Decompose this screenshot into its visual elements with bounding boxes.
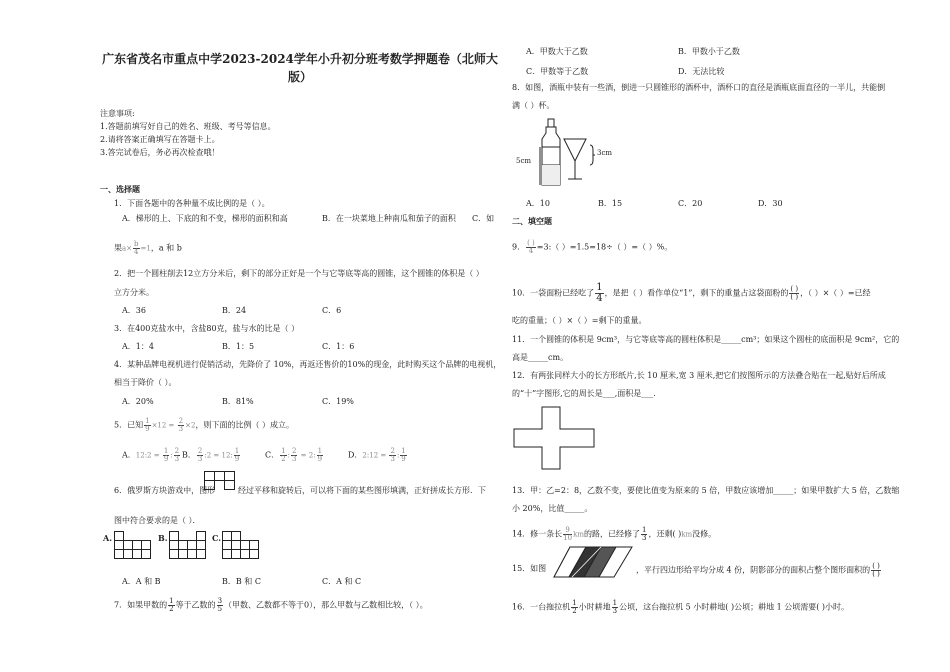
q14-stem-mid2: ，还剩( ) [648, 529, 682, 539]
bottle-height-label: 5cm [516, 157, 532, 165]
q5-fraction: $\frac{1}{9}$ [163, 447, 169, 463]
q2-option-c[interactable]: C．6 [322, 306, 342, 315]
q5-fraction: $\frac{1}{9}$ [145, 417, 150, 433]
q6-figure-c [222, 531, 264, 561]
page-title: 广东省茂名市重点中学2023-2024学年小升初分班考数学押题卷（北师大版） [102, 52, 498, 84]
notes-heading: 注意事项: [100, 109, 135, 118]
q9-prefix: 9． [512, 242, 526, 252]
q6-option-b[interactable]: B．B 和 C [222, 577, 261, 586]
q12-stem-cont: 的“十”字图形,它的周长是___,面积是___. [512, 389, 656, 398]
q15-stem-text: ，平行四边形给平均分成 4 份，阴影部分的面积占整个图形面积的 [636, 565, 871, 575]
q10-fraction: $\frac{1}{4}$ [596, 282, 603, 304]
q14-stem-post: 没修。 [692, 529, 717, 539]
q5-option-b-label: B． [182, 450, 196, 460]
tetris-piece-figure [204, 471, 236, 491]
q4-stem-cont: 相当于降价（ ）。 [114, 378, 177, 387]
q14-unit: km [681, 530, 693, 539]
q4-option-c[interactable]: C．19% [322, 397, 354, 406]
q14-stem [512, 527, 716, 542]
q5-fraction: $\frac{2}{3}$ [178, 417, 184, 433]
q16-fraction: $\frac{1}{3}$ [612, 599, 618, 615]
q14-stem-pre: 14．修一条长 [512, 529, 563, 539]
q12-stem: 12．有两张同样大小的长方形纸片,长 10 厘米,宽 3 厘米,把它们按图所示的方法叠合贴在一起,贴好后所成 [512, 371, 886, 380]
q4-option-a[interactable]: A．20% [122, 397, 154, 406]
q1-option-c[interactable]: C．如 [472, 214, 495, 223]
cross-shape-figure [512, 405, 602, 473]
q7-option-c[interactable]: C．甲数等于乙数 [526, 67, 589, 76]
q5-option-a-label: A． [122, 450, 136, 460]
q1-stem: 1．下面各题中的各种量不成比例的是（ ）。 [114, 199, 270, 208]
q8-option-b[interactable]: B．15 [598, 199, 623, 208]
q13-stem-cont: 小 20%，比值_____。 [512, 504, 593, 513]
q2-stem: 2．把一个圆柱削去12立方分米后，剩下的部分正好是一个与它等底等高的圆锥，这个圆锥的体积是（ ） [114, 269, 484, 278]
q8-stem: 8．如图，酒瓶中装有一些酒，倒进一只圆锥形的酒杯中，酒杯口的直径是酒瓶底面直径的一半儿，共能倒 [512, 83, 886, 92]
q7-option-a[interactable]: A．甲数大于乙数 [526, 47, 588, 56]
q7-stem-mid: 等于乙数的 [175, 600, 216, 610]
q3-stem: 3．在400克盐水中，含盐80克，盐与水的比是（ ） [114, 324, 300, 333]
q10-fraction: $\frac{( )}{( )}$ [790, 285, 799, 301]
section-choice-heading: 一、选择题 [100, 184, 140, 194]
q5-fraction: $\frac{2}{3}$ [390, 447, 395, 463]
q1-option-a[interactable]: A．梯形的上、下底的和不变，梯形的面积和高 [122, 214, 288, 223]
q16-stem-mid2: 公顷，这台拖拉机 5 小时耕地( )公顷；耕地 1 公顷需要( )小时。 [619, 602, 850, 612]
q7-option-b[interactable]: B．甲数小于乙数 [678, 47, 740, 56]
q6-figure-c-label: C. [212, 533, 222, 543]
q14-unit: km [573, 530, 584, 539]
q6-figure-b [169, 531, 211, 561]
q7-stem [114, 598, 428, 613]
q7-fraction: $\frac{1}{2}$ [169, 597, 174, 613]
q15-fraction: $\frac{( )}{( )}$ [872, 562, 880, 578]
q14-fraction: $\frac{9}{10}$ [563, 526, 573, 542]
q4-stem: 4．某种品牌电视机进行促销活动，先降价了 10%，再返还售价的10%的现金，此时购买这个品牌的电视机， [114, 360, 502, 369]
q1-c-suffix: ，a 和 b [150, 243, 182, 253]
q5-option-d-label: D． [348, 450, 363, 460]
q6-stem-cont2: 图中符合要求的是（ ）． [114, 516, 201, 525]
q7-stem-pre: 7．如果甲数的 [114, 600, 168, 610]
q5-fraction: $\frac{2}{3}$ [291, 447, 297, 463]
notes-item: 2.请将答案正确填写在答题卡上。 [100, 135, 220, 144]
q16-stem-pre: 16．一台拖拉机 [512, 602, 571, 612]
q10-stem-post: ，（ ）×（ ）=已经 [800, 288, 871, 298]
q1-fraction: $\frac{b}{4}$ [134, 240, 139, 256]
q8-option-c[interactable]: C．20 [678, 199, 703, 208]
q6-figure-a [114, 531, 154, 561]
q16-fraction: $\frac{1}{2}$ [572, 599, 577, 615]
q2-option-a[interactable]: A．36 [122, 306, 146, 315]
q6-stem: 6．俄罗斯方块游戏中，图形 [114, 486, 216, 495]
q1-option-c-cont: 果a× $\frac{b}{4}$ =1，a 和 b [114, 240, 182, 256]
parallelogram-figure [552, 545, 634, 579]
q16-stem [512, 600, 849, 615]
q5-fraction: $\frac{1}{2}$ [281, 447, 286, 463]
q7-stem-post: （甲数、乙数都不等于0），那么甲数与乙数相比较，（ ）。 [224, 600, 428, 610]
q10-stem-cont: 吃的重量；（ ）×（ ）=剩下的重量。 [512, 316, 647, 325]
q2-stem-cont: 立方分米。 [114, 288, 154, 297]
q15-stem-post [636, 563, 882, 578]
q5-option-c[interactable]: C． $\frac{1}{2}$ : $\frac{2}{3}$ = 2: $\frac{1}{9}$ [265, 447, 323, 463]
q5-fraction: $\frac{2}{3}$ [197, 447, 203, 463]
q1-c-prefix: 果 [114, 243, 122, 253]
q5-option-c-label: C． [265, 450, 280, 460]
q13-stem: 13．甲：乙=2：8，乙数不变，要使比值变为原来的 5 倍，甲数应该增加_____；如果甲数扩大 5 倍，乙数缩 [512, 486, 900, 495]
q10-stem-pre: 10．一袋面粉已经吃了 [512, 288, 595, 298]
q5-stem-pre: 5．已知 [114, 420, 144, 430]
q5-fraction: $\frac{2}{3}$ [174, 447, 180, 463]
glass-height-label: 3cm [597, 149, 613, 157]
q11-stem-cont: 高是_____cm。 [512, 353, 569, 362]
q3-option-a[interactable]: A．1：4 [122, 342, 154, 351]
q10-stem [512, 283, 871, 304]
q15-stem-pre: 15．如图 [512, 564, 547, 573]
q6-figure-b-label: B. [158, 533, 168, 543]
notes-item: 1.答题前填写好自己的姓名、班级、考号等信息。 [100, 122, 276, 131]
section-fill-heading: 二、填空题 [512, 216, 552, 226]
q6-figure-a-label: A. [103, 533, 112, 543]
q8-option-d[interactable]: D．30 [758, 199, 783, 208]
q5-fraction: $\frac{1}{9}$ [317, 447, 323, 463]
q11-stem: 11．一个圆锥的体积是 9cm³，与它等底等高的圆柱体积是_____cm³；如果这个圆柱的底面积是 9cm²，它的 [512, 335, 900, 344]
q16-stem-mid: 小时耕地 [578, 602, 611, 612]
q6-stem-cont: 经过平移和旋转后，可以将下面的某些图形填满，正好拼成长方形．下 [238, 486, 486, 495]
q4-option-b[interactable]: B．81% [222, 397, 254, 406]
q9-fraction: $\frac{( )}{4}$ [527, 239, 535, 255]
q5-stem-post: ，则下面的比例（ ）成立。 [195, 420, 294, 430]
q5-fraction: $\frac{1}{9}$ [401, 447, 406, 463]
q5-stem: 5．已知 $\frac{1}{9}$ ×12 = $\frac{2}{3}$ ×2，则下面的比例（ ）成立。 [114, 417, 294, 433]
q3-option-c[interactable]: C．1：6 [322, 342, 355, 351]
q9-stem [512, 240, 672, 255]
q6-option-c[interactable]: C．A 和 C [322, 577, 362, 586]
q6-option-a[interactable]: A．A 和 B [122, 577, 161, 586]
q14-fraction: $\frac{1}{3}$ [642, 526, 647, 542]
q9-rest: =3:（ ）=1.5=18÷（ ）=（ ）%。 [536, 242, 673, 252]
q7-fraction: $\frac{3}{5}$ [217, 597, 223, 613]
q14-stem-mid: 的路，已经修了 [584, 529, 640, 539]
q5-option-a[interactable]: A．12:2 = $\frac{1}{9}$ : $\frac{2}{3}$ [122, 447, 180, 463]
q3-option-b[interactable]: B．1：5 [222, 342, 255, 351]
q5-option-d[interactable]: D．2:12 = $\frac{2}{3}$ : $\frac{1}{9}$ [348, 447, 406, 463]
q8-stem-cont: 满（ ）杯。 [512, 101, 555, 110]
q5-option-b[interactable]: B． $\frac{2}{3}$ :2 = 12: $\frac{1}{9}$ [182, 447, 240, 463]
notes-item: 3.答完试卷后，务必再次检查哦！ [100, 148, 220, 157]
q1-option-b[interactable]: B．在一块菜地上种南瓜和茄子的面积 [322, 214, 456, 223]
q10-stem-mid: ，是把（ ）看作单位“1”，剩下的重量占这袋面粉的 [604, 288, 789, 298]
q7-option-d[interactable]: D．无法比较 [678, 67, 725, 76]
q5-fraction: $\frac{1}{9}$ [234, 447, 240, 463]
q8-option-a[interactable]: A．10 [526, 199, 550, 208]
q2-option-b[interactable]: B．24 [222, 306, 247, 315]
